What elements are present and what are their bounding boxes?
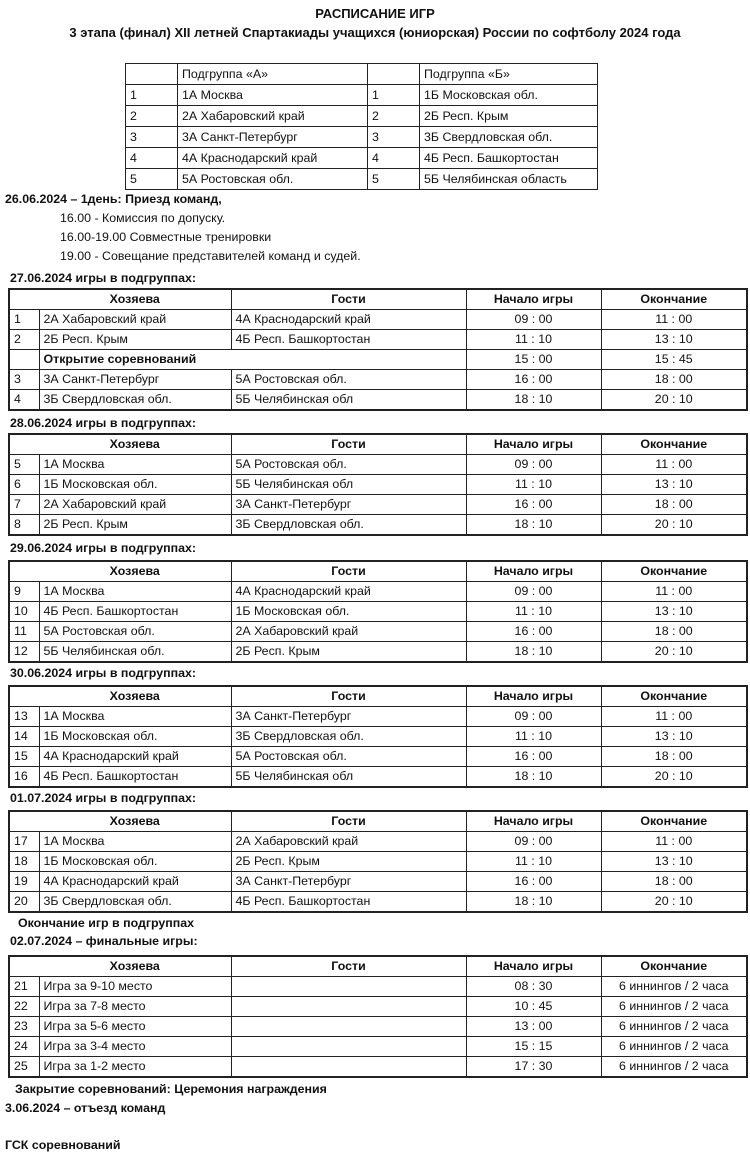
games-header-row: [9, 956, 747, 977]
table-row: [9, 495, 747, 515]
game-guest: 2А Хабаровский край: [231, 832, 466, 852]
game-number: 17: [9, 832, 39, 852]
game-number: 19: [9, 872, 39, 892]
column-header-guest: Гости: [231, 686, 466, 707]
footer-gsk: ГСК соревнований: [5, 1138, 121, 1152]
column-header-host: Хозяева: [39, 956, 231, 977]
table-row: [9, 1057, 747, 1078]
group-row: [126, 169, 598, 190]
table-row: [9, 370, 747, 390]
day-heading: 02.07.2024 – финальные игры:: [10, 934, 198, 948]
day-heading: 01.07.2024 игры в подгруппах:: [10, 791, 196, 805]
column-header-guest: Гости: [231, 289, 466, 310]
game-host: 4А Краснодарский край: [39, 872, 231, 892]
game-host: 2А Хабаровский край: [39, 310, 231, 330]
game-start: 15 : 00: [466, 350, 601, 370]
column-header-host: Хозяева: [39, 811, 231, 832]
game-end: 20 : 10: [601, 767, 747, 788]
game-start: 11 : 10: [466, 330, 601, 350]
column-header-host: Хозяева: [39, 686, 231, 707]
group-row: [126, 127, 598, 148]
table-row: [9, 515, 747, 536]
column-header-num: [9, 956, 39, 977]
game-guest: 3Б Свердловская обл.: [231, 515, 466, 536]
group-number: 3: [368, 127, 420, 148]
game-guest: [231, 1017, 466, 1037]
column-header-num: [9, 811, 39, 832]
column-header-num: [9, 434, 39, 455]
game-end: 18 : 00: [601, 872, 747, 892]
game-end: 13 : 10: [601, 727, 747, 747]
column-header-end: Окончание: [601, 686, 747, 707]
game-start: 11 : 10: [466, 727, 601, 747]
game-start: 11 : 10: [466, 602, 601, 622]
column-header-num: [9, 289, 39, 310]
game-end: 13 : 10: [601, 852, 747, 872]
game-start: 10 : 45: [466, 997, 601, 1017]
game-host: 3А Санкт-Петербург: [39, 370, 231, 390]
group-team: 3Б Свердловская обл.: [420, 127, 598, 148]
end-groups-note: Окончание игр в подгруппах: [18, 916, 195, 930]
game-number: 13: [9, 707, 39, 727]
groups-table: [125, 63, 598, 190]
game-end: 18 : 00: [601, 370, 747, 390]
table-row: [9, 582, 747, 602]
games-table: [8, 433, 748, 536]
game-guest: 1Б Московская обл.: [231, 602, 466, 622]
game-number: [9, 350, 39, 370]
game-number: 22: [9, 997, 39, 1017]
column-header-host: Хозяева: [39, 289, 231, 310]
games-header-row: [9, 561, 747, 582]
game-guest: [231, 997, 466, 1017]
game-host: Игра за 1-2 место: [39, 1057, 231, 1078]
day-heading: 29.06.2024 игры в подгруппах:: [10, 541, 196, 555]
table-row: [9, 455, 747, 475]
column-header-end: Окончание: [601, 561, 747, 582]
game-start: 16 : 00: [466, 872, 601, 892]
game-number: 4: [9, 390, 39, 411]
table-row: [9, 1037, 747, 1057]
game-number: 7: [9, 495, 39, 515]
column-header-guest: Гости: [231, 956, 466, 977]
game-guest: 5А Ростовская обл.: [231, 455, 466, 475]
game-guest: 5А Ростовская обл.: [231, 747, 466, 767]
game-number: 14: [9, 727, 39, 747]
game-guest: [231, 1037, 466, 1057]
game-start: 09 : 00: [466, 455, 601, 475]
column-header-end: Окончание: [601, 811, 747, 832]
game-end: 13 : 10: [601, 475, 747, 495]
game-guest: 2Б Респ. Крым: [231, 642, 466, 663]
game-host: 1А Москва: [39, 832, 231, 852]
closing-note: Закрытие соревнований: Церемония награждения: [15, 1082, 327, 1096]
game-number: 2: [9, 330, 39, 350]
column-header-end: Окончание: [601, 289, 747, 310]
game-end: 18 : 00: [601, 622, 747, 642]
game-guest: 4Б Респ. Башкортостан: [231, 330, 466, 350]
game-guest: 2А Хабаровский край: [231, 622, 466, 642]
game-number: 20: [9, 892, 39, 913]
game-host: 4Б Респ. Башкортостан: [39, 602, 231, 622]
game-host: 2А Хабаровский край: [39, 495, 231, 515]
table-row: [9, 1017, 747, 1037]
game-start: 16 : 00: [466, 370, 601, 390]
game-host: 2Б Респ. Крым: [39, 330, 231, 350]
games-table: [8, 685, 748, 788]
game-start: 11 : 10: [466, 852, 601, 872]
game-number: 5: [9, 455, 39, 475]
game-start: 16 : 00: [466, 622, 601, 642]
group-team: 5А Ростовская обл.: [178, 169, 368, 190]
column-header-guest: Гости: [231, 434, 466, 455]
game-host: 5Б Челябинская обл.: [39, 642, 231, 663]
game-start: 09 : 00: [466, 832, 601, 852]
column-header-start: Начало игры: [466, 434, 601, 455]
game-number: 6: [9, 475, 39, 495]
game-end: 11 : 00: [601, 582, 747, 602]
game-start: 18 : 10: [466, 892, 601, 913]
table-row: [9, 475, 747, 495]
game-start: 18 : 10: [466, 390, 601, 411]
game-end: 15 : 45: [601, 350, 747, 370]
game-start: 13 : 00: [466, 1017, 601, 1037]
column-header-guest: Гости: [231, 561, 466, 582]
game-guest: 2Б Респ. Крым: [231, 852, 466, 872]
column-header-num: [9, 686, 39, 707]
table-row: [9, 727, 747, 747]
game-number: 24: [9, 1037, 39, 1057]
game-end: 11 : 00: [601, 455, 747, 475]
departure-note: 3.06.2024 – отъезд команд: [5, 1101, 166, 1115]
game-number: 12: [9, 642, 39, 663]
game-host: 1Б Московская обл.: [39, 727, 231, 747]
column-header-end: Окончание: [601, 434, 747, 455]
column-header-host: Хозяева: [39, 434, 231, 455]
table-row: [9, 390, 747, 411]
group-number: 4: [126, 148, 178, 169]
game-number: 23: [9, 1017, 39, 1037]
game-guest: 4А Краснодарский край: [231, 310, 466, 330]
game-host: 1А Москва: [39, 707, 231, 727]
group-number: 4: [368, 148, 420, 169]
group-number: 2: [368, 106, 420, 127]
game-host: Игра за 5-6 место: [39, 1017, 231, 1037]
game-host: 1А Москва: [39, 455, 231, 475]
game-end: 6 иннингов / 2 часа: [601, 1057, 747, 1078]
games-table: [8, 288, 748, 411]
column-header-start: Начало игры: [466, 289, 601, 310]
group-team: 5Б Челябинская область: [420, 169, 598, 190]
game-end: 6 иннингов / 2 часа: [601, 1017, 747, 1037]
day1-item: 16.00 - Комиссия по допуску.: [60, 211, 226, 225]
group-b-header: Подгруппа «Б»: [420, 64, 598, 85]
table-row: [9, 852, 747, 872]
group-number: 3: [126, 127, 178, 148]
game-host: 3Б Свердловская обл.: [39, 892, 231, 913]
group-team: 2Б Респ. Крым: [420, 106, 598, 127]
table-row: [9, 832, 747, 852]
game-guest: [231, 977, 466, 997]
table-row: [9, 350, 747, 370]
group-number: 1: [368, 85, 420, 106]
group-team: 2А Хабаровский край: [178, 106, 368, 127]
table-row: [9, 310, 747, 330]
group-team: 1Б Московская обл.: [420, 85, 598, 106]
table-row: [9, 872, 747, 892]
game-host: 2Б Респ. Крым: [39, 515, 231, 536]
column-header-start: Начало игры: [466, 956, 601, 977]
game-start: 08 : 30: [466, 977, 601, 997]
games-header-row: [9, 434, 747, 455]
game-end: 20 : 10: [601, 892, 747, 913]
table-row: [9, 997, 747, 1017]
column-header-host: Хозяева: [39, 561, 231, 582]
game-start: 18 : 10: [466, 515, 601, 536]
table-row: [9, 622, 747, 642]
game-guest: 5Б Челябинская обл: [231, 475, 466, 495]
game-start: 16 : 00: [466, 747, 601, 767]
game-start: 11 : 10: [466, 475, 601, 495]
game-host: 1А Москва: [39, 582, 231, 602]
game-end: 11 : 00: [601, 832, 747, 852]
group-number: 1: [126, 85, 178, 106]
opening-ceremony: Открытие соревнований: [39, 350, 466, 370]
game-host: Игра за 7-8 место: [39, 997, 231, 1017]
group-row: [126, 85, 598, 106]
game-number: 11: [9, 622, 39, 642]
table-row: [9, 330, 747, 350]
game-number: 21: [9, 977, 39, 997]
table-row: [9, 747, 747, 767]
group-a-header: Подгруппа «А»: [178, 64, 368, 85]
game-end: 6 иннингов / 2 часа: [601, 1037, 747, 1057]
game-guest: 3А Санкт-Петербург: [231, 495, 466, 515]
day1-item: 16.00-19.00 Совместные тренировки: [60, 230, 272, 244]
game-number: 25: [9, 1057, 39, 1078]
game-guest: 3А Санкт-Петербург: [231, 707, 466, 727]
game-host: 4Б Респ. Башкортостан: [39, 767, 231, 788]
game-end: 18 : 00: [601, 747, 747, 767]
game-start: 16 : 00: [466, 495, 601, 515]
game-number: 8: [9, 515, 39, 536]
group-team: 4А Краснодарский край: [178, 148, 368, 169]
games-table: [8, 810, 748, 913]
table-row: [9, 602, 747, 622]
game-end: 20 : 10: [601, 642, 747, 663]
column-header-guest: Гости: [231, 811, 466, 832]
game-end: 11 : 00: [601, 707, 747, 727]
day-heading: 30.06.2024 игры в подгруппах:: [10, 666, 196, 680]
game-number: 9: [9, 582, 39, 602]
game-number: 18: [9, 852, 39, 872]
game-start: 15 : 15: [466, 1037, 601, 1057]
game-end: 6 иннингов / 2 часа: [601, 977, 747, 997]
game-guest: [231, 1057, 466, 1078]
group-number: 2: [126, 106, 178, 127]
game-guest: 3А Санкт-Петербург: [231, 872, 466, 892]
game-host: 3Б Свердловская обл.: [39, 390, 231, 411]
table-row: [9, 707, 747, 727]
game-end: 13 : 10: [601, 602, 747, 622]
game-start: 18 : 10: [466, 767, 601, 788]
game-start: 09 : 00: [466, 310, 601, 330]
day-heading: 28.06.2024 игры в подгруппах:: [10, 416, 196, 430]
game-host: 5А Ростовская обл.: [39, 622, 231, 642]
table-row: [9, 642, 747, 663]
game-host: Игра за 9-10 место: [39, 977, 231, 997]
games-header-row: [9, 686, 747, 707]
group-team: 4Б Респ. Башкортостан: [420, 148, 598, 169]
game-number: 15: [9, 747, 39, 767]
game-end: 6 иннингов / 2 часа: [601, 997, 747, 1017]
column-header-num: [9, 561, 39, 582]
games-header-row: [9, 289, 747, 310]
day-heading: 27.06.2024 игры в подгруппах:: [10, 271, 196, 285]
day1-item: 19.00 - Совещание представителей команд и судей.: [60, 249, 361, 263]
game-end: 20 : 10: [601, 515, 747, 536]
game-number: 1: [9, 310, 39, 330]
column-header-start: Начало игры: [466, 686, 601, 707]
game-guest: 4А Краснодарский край: [231, 582, 466, 602]
game-start: 09 : 00: [466, 707, 601, 727]
group-team: 1А Москва: [178, 85, 368, 106]
games-table: [8, 560, 748, 663]
game-guest: 5Б Челябинская обл: [231, 767, 466, 788]
game-end: 11 : 00: [601, 310, 747, 330]
page-subtitle: 3 этапа (финал) XII летней Спартакиады учащихся (юниорская) России по софтболу 2024 года: [69, 25, 681, 40]
game-number: 16: [9, 767, 39, 788]
games-table: [8, 955, 748, 1078]
game-start: 09 : 00: [466, 582, 601, 602]
game-host: 1Б Московская обл.: [39, 475, 231, 495]
column-header-start: Начало игры: [466, 561, 601, 582]
game-start: 18 : 10: [466, 642, 601, 663]
game-end: 13 : 10: [601, 330, 747, 350]
game-number: 3: [9, 370, 39, 390]
game-host: 4А Краснодарский край: [39, 747, 231, 767]
table-row: [9, 892, 747, 913]
game-end: 18 : 00: [601, 495, 747, 515]
game-start: 17 : 30: [466, 1057, 601, 1078]
group-row: [126, 148, 598, 169]
game-guest: 4Б Респ. Башкортостан: [231, 892, 466, 913]
table-row: [9, 977, 747, 997]
group-row: [126, 106, 598, 127]
table-row: [9, 767, 747, 788]
game-guest: 5Б Челябинская обл: [231, 390, 466, 411]
game-number: 10: [9, 602, 39, 622]
page-title: РАСПИСАНИЕ ИГР: [315, 6, 435, 21]
group-number: 5: [126, 169, 178, 190]
game-end: 20 : 10: [601, 390, 747, 411]
groups-header-row: [126, 64, 598, 85]
game-host: 1Б Московская обл.: [39, 852, 231, 872]
column-header-end: Окончание: [601, 956, 747, 977]
game-host: Игра за 3-4 место: [39, 1037, 231, 1057]
day1-heading: 26.06.2024 – 1день: Приезд команд,: [5, 192, 222, 206]
game-guest: 3Б Свердловская обл.: [231, 727, 466, 747]
column-header-start: Начало игры: [466, 811, 601, 832]
group-number: 5: [368, 169, 420, 190]
group-team: 3А Санкт-Петербург: [178, 127, 368, 148]
game-guest: 5А Ростовская обл.: [231, 370, 466, 390]
games-header-row: [9, 811, 747, 832]
